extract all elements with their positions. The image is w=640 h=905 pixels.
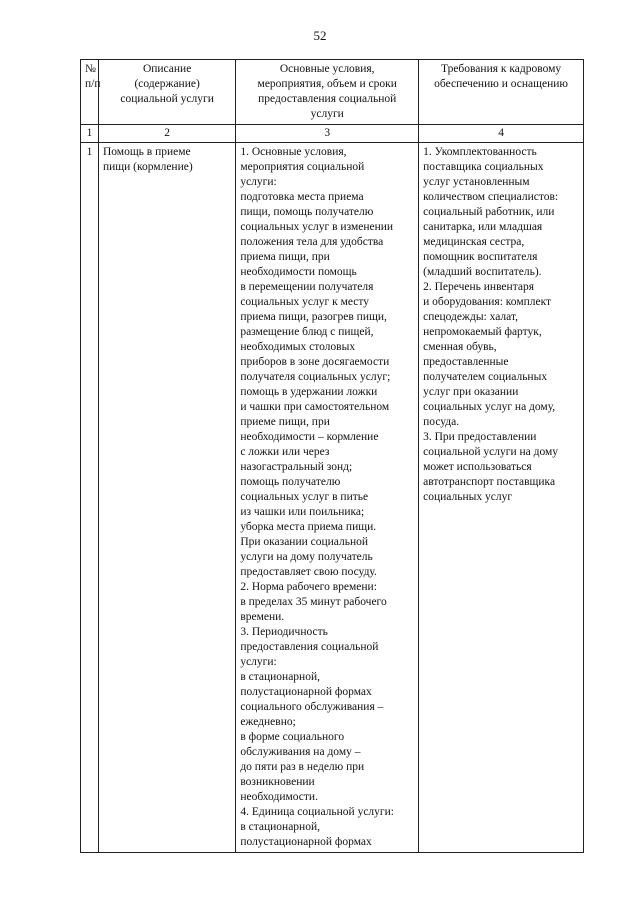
text-line: 2. Норма рабочего времени: <box>240 581 377 593</box>
text-line: приборов в зоне досягаемости <box>240 356 390 368</box>
text-line: спецодежды: халат, <box>423 311 518 323</box>
text-line: предоставления социальной <box>240 641 379 653</box>
text-line: приема пищи, разогрев пищи, <box>240 311 387 323</box>
header-description <box>98 60 235 125</box>
row-number: 1 <box>81 143 99 853</box>
text-line: с ложки или через <box>240 446 330 458</box>
text-line: Требования к кадровому <box>440 63 562 75</box>
text-line: Основные условия, <box>279 63 375 75</box>
text-line: пищи, помощь получателю <box>240 206 374 218</box>
text-line: помощь в удержании ложки <box>240 386 378 398</box>
text-line: п/п <box>85 78 101 90</box>
text-line: 4. Единица социальной услуги: <box>240 806 394 818</box>
text-line: непромокаемый фартук, <box>423 326 542 338</box>
column-number: 4 <box>419 125 584 143</box>
text-line: необходимости помощь <box>240 266 357 278</box>
text-line: услуги <box>310 108 344 120</box>
text-line: полустационарной формах <box>240 836 372 848</box>
text-line: назогастральный зонд; <box>240 461 353 473</box>
text-line: обслуживания на дому – <box>240 746 361 758</box>
text-line: услуги: <box>240 656 277 668</box>
text-line: услуг при оказании <box>423 386 519 398</box>
text-line: до пяти раз в неделю при <box>240 761 365 773</box>
text-line: мероприятия социальной <box>240 161 365 173</box>
page-number: 52 <box>313 28 327 43</box>
text-line: и оборудования: комплект <box>423 296 552 308</box>
text-line: социальных услуг <box>423 491 513 503</box>
header-number <box>81 60 99 125</box>
text-line: приеме пищи, при <box>240 416 330 428</box>
text-line: может использоваться <box>423 461 532 473</box>
text-line: в форме социального <box>240 731 345 743</box>
services-table <box>80 59 584 853</box>
text-line: полустационарной формах <box>240 686 372 698</box>
text-line: Описание <box>142 63 192 75</box>
text-line: услуги на дому получатель <box>240 551 373 563</box>
text-line: необходимых столовых <box>240 341 356 353</box>
text-line: предоставления социальной <box>258 93 397 105</box>
header-requirements <box>419 60 584 125</box>
text-line: необходимости – кормление <box>240 431 379 443</box>
text-line: получателя социальных услуг; <box>240 371 391 383</box>
service-requirements <box>419 143 584 853</box>
text-line: № <box>85 63 96 75</box>
text-line: сменная обувь, <box>423 341 497 353</box>
column-number: 1 <box>81 125 99 143</box>
text-line: из чашки или поильника; <box>240 506 365 518</box>
text-line: 3. При предоставлении <box>423 431 537 443</box>
text-line: в перемещении получателя <box>240 281 374 293</box>
text-line: количеством специалистов: <box>423 191 559 203</box>
text-line: 3. Периодичность <box>240 626 328 638</box>
text-line: 2. Перечень инвентаря <box>423 281 535 293</box>
table-row <box>81 143 584 853</box>
text-line: помощь получателю <box>240 476 341 488</box>
text-line: мероприятия, объем и сроки <box>257 78 397 90</box>
text-line: социальной услуги <box>120 93 214 105</box>
text-line: медицинская сестра, <box>423 236 525 248</box>
text-line: положения тела для удобства <box>240 236 384 248</box>
service-description <box>98 143 235 853</box>
text-line: санитарка, или младшая <box>423 221 543 233</box>
text-line: размещение блюд с пищей, <box>240 326 374 338</box>
text-line: социальных услуг к месту <box>240 296 369 308</box>
text-line: поставщика социальных <box>423 161 544 173</box>
header-conditions <box>236 60 419 125</box>
text-line: автотранспорт поставщика <box>423 476 556 488</box>
text-line: социальный работник, или <box>423 206 555 218</box>
text-line: пищи (кормление) <box>102 161 193 173</box>
text-line: предоставляет свою посуду. <box>240 566 377 578</box>
text-line: получателем социальных <box>423 371 548 383</box>
text-line: возникновении <box>240 776 315 788</box>
text-line: социальных услуг на дому, <box>423 401 556 413</box>
text-line: социальных услуг в питье <box>240 491 369 503</box>
text-line: в стационарной, <box>240 821 320 833</box>
text-line: необходимости. <box>240 791 318 803</box>
text-line: социальных услуг в изменении <box>240 221 394 233</box>
table-header-row <box>81 60 584 125</box>
text-line: При оказании социальной <box>240 536 369 548</box>
text-line: предоставленные <box>423 356 509 368</box>
column-number: 3 <box>236 125 419 143</box>
text-line: 1. Укомплектованность <box>423 146 537 158</box>
text-line: (содержание) <box>134 78 200 90</box>
text-line: и чашки при самостоятельном <box>240 401 390 413</box>
text-line: ежедневно; <box>240 716 296 728</box>
text-line: уборка места приема пищи. <box>240 521 377 533</box>
text-line: услуги: <box>240 176 277 188</box>
text-line: приема пищи, при <box>240 251 330 263</box>
column-number-row <box>81 125 584 143</box>
text-line: 1. Основные условия, <box>240 146 347 158</box>
service-conditions <box>236 143 419 853</box>
text-line: социальной услуги на дому <box>423 446 559 458</box>
text-line: в пределах 35 минут рабочего <box>240 596 387 608</box>
column-number: 2 <box>98 125 235 143</box>
text-line: обеспечению и оснащению <box>434 78 568 90</box>
text-line: в стационарной, <box>240 671 320 683</box>
text-line: услуг установленным <box>423 176 530 188</box>
text-line: посуда. <box>423 416 460 428</box>
text-line: социального обслуживания – <box>240 701 384 713</box>
text-line: (младший воспитатель). <box>423 266 542 278</box>
text-line: помощник воспитателя <box>423 251 538 263</box>
text-line: подготовка места приема <box>240 191 364 203</box>
text-line: времени. <box>240 611 285 623</box>
text-line: Помощь в приеме <box>102 146 191 158</box>
